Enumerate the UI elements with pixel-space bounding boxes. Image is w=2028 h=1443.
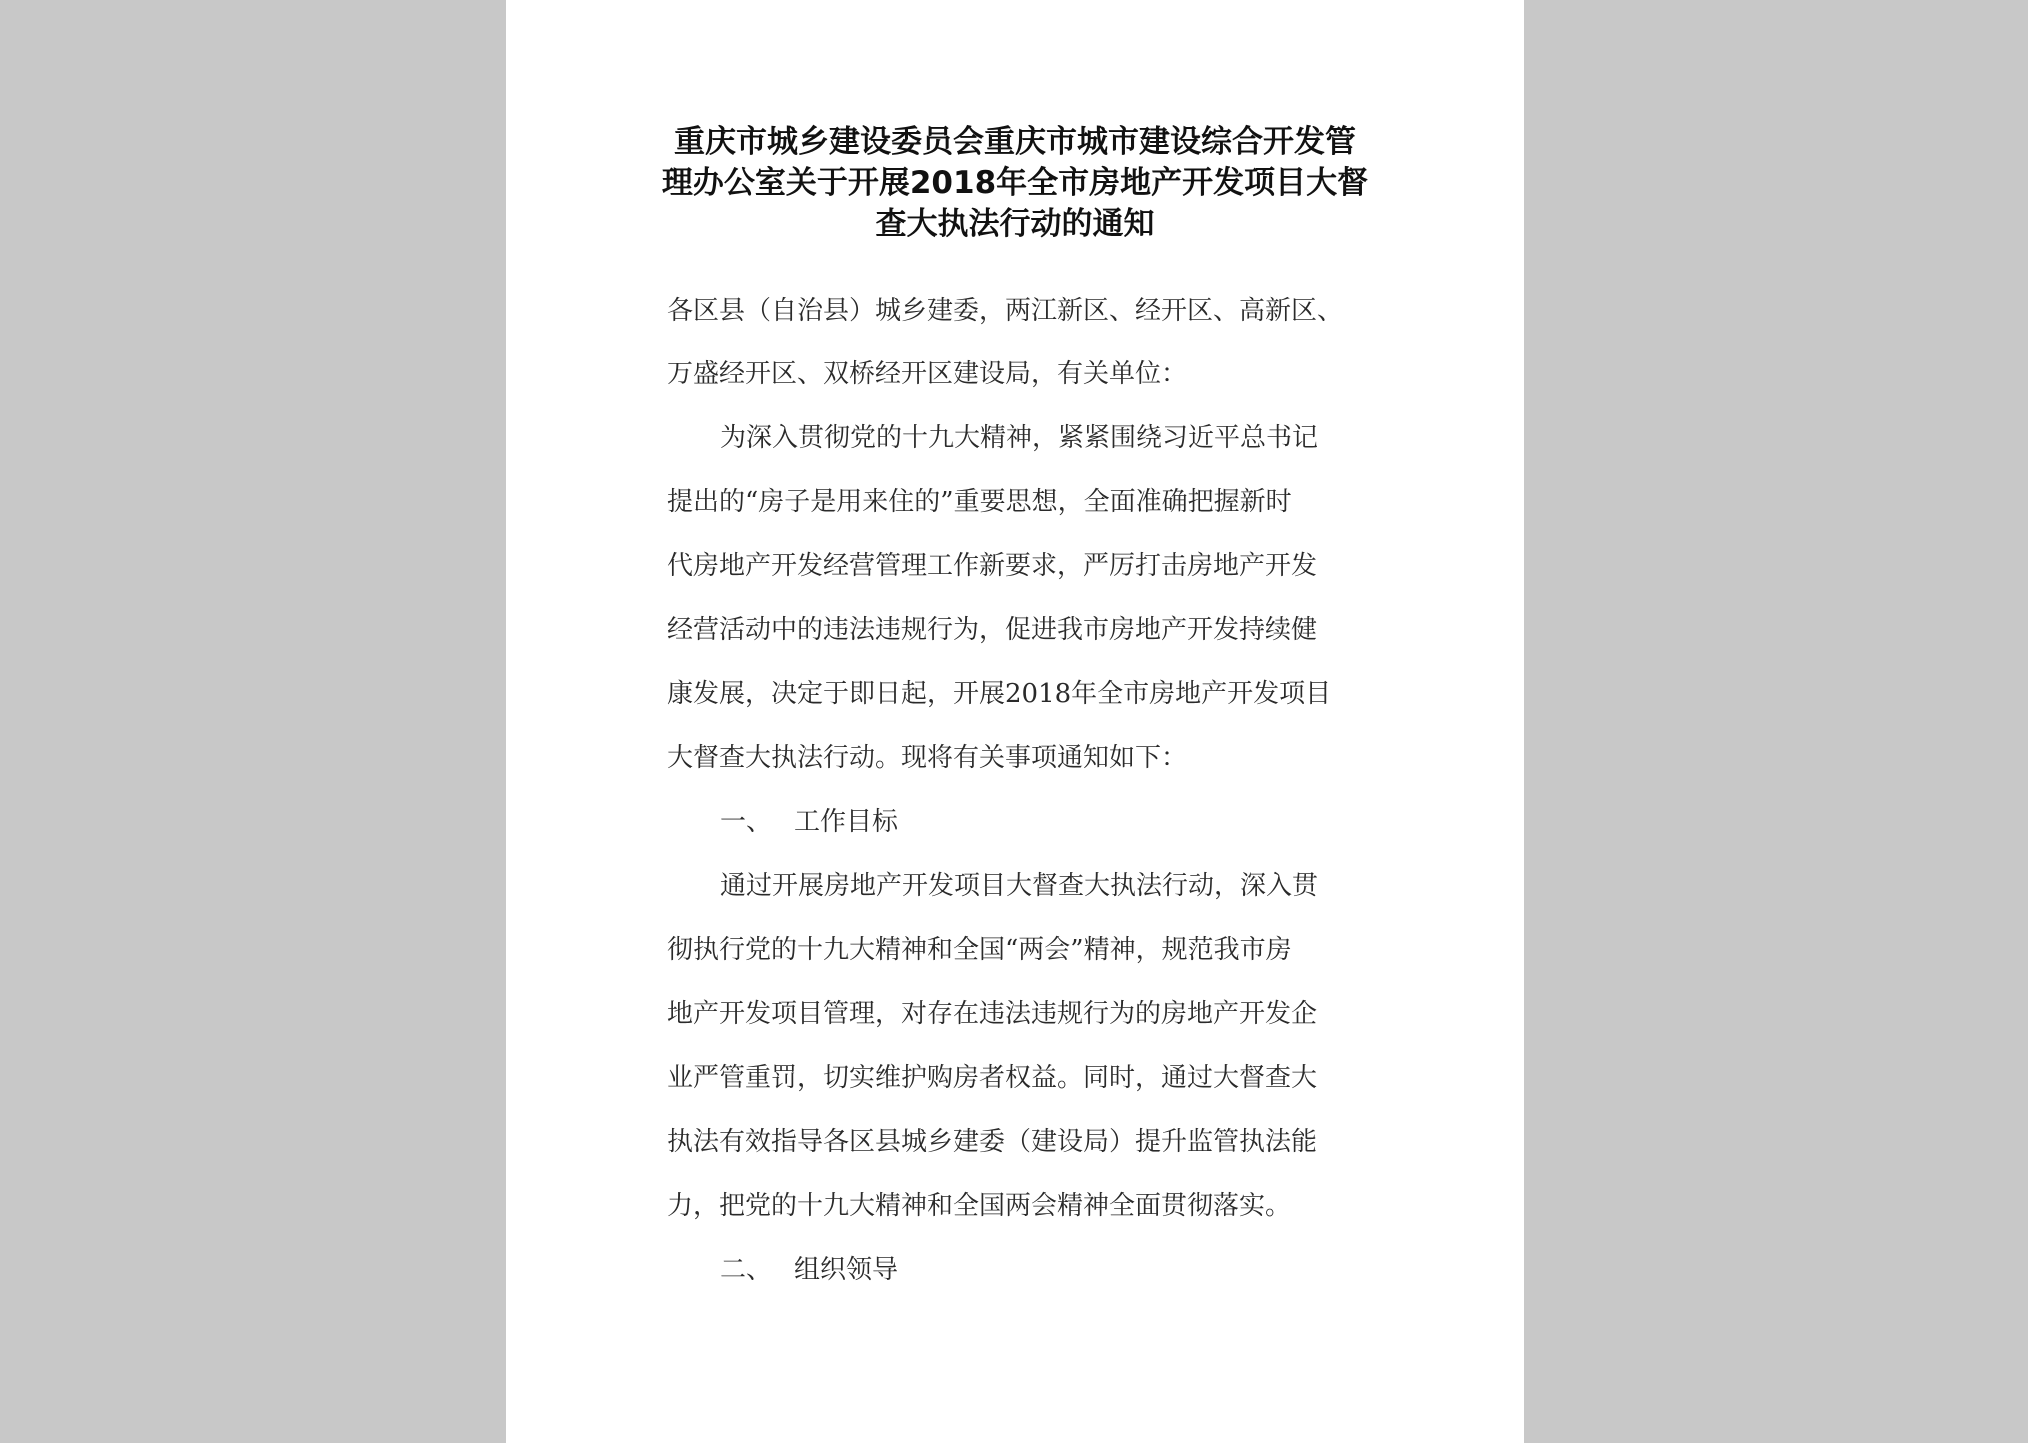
section-1-number: 一、 [720,807,773,837]
section-1-line-4: 业严管重罚，切实维护购房者权益。同时，通过大督查大 [667,1063,1318,1093]
section-2-number: 二、 [720,1255,773,1285]
section-1-line-2: 彻执行党的十九大精神和全国“两会”精神，规范我市房 [667,935,1292,965]
intro-line-3: 代房地产开发经营管理工作新要求，严厉打击房地产开发 [667,551,1318,581]
intro-line-4: 经营活动中的违法违规行为，促进我市房地产开发持续健 [667,615,1318,645]
section-2-title: 组织领导 [794,1255,899,1285]
section-1-heading [720,805,898,839]
intro-line-5: 康发展，决定于即日起，开展2018年全市房地产开发项目 [667,679,1332,709]
document-page [506,0,1524,1443]
section-1-line-1: 通过开展房地产开发项目大督查大执法行动，深入贯 [720,871,1319,901]
addressee-line-2: 万盛经开区、双桥经开区建设局，有关单位： [667,359,1188,389]
section-1-line-6: 力，把党的十九大精神和全国两会精神全面贯彻落实。 [667,1191,1292,1221]
document-title-line-3: 查大执法行动的通知 [875,206,1155,242]
addressee-line-1: 各区县（自治县）城乡建委，两江新区、经开区、高新区、 [667,296,1344,326]
document-title-line-2: 理办公室关于开展2018年全市房地产开发项目大督 [661,165,1369,201]
intro-line-1: 为深入贯彻党的十九大精神，紧紧围绕习近平总书记 [720,423,1319,453]
section-2-heading [720,1253,898,1287]
section-1-title: 工作目标 [794,807,899,837]
intro-line-2: 提出的“房子是用来住的”重要思想，全面准确把握新时 [667,487,1292,517]
section-1-line-3: 地产开发项目管理，对存在违法违规行为的房地产开发企 [667,999,1318,1029]
document-title-line-1: 重庆市城乡建设委员会重庆市城市建设综合开发管 [674,124,1356,160]
intro-line-6: 大督查大执法行动。现将有关事项通知如下： [667,743,1188,773]
section-1-line-5: 执法有效指导各区县城乡建委（建设局）提升监管执法能 [667,1127,1318,1157]
